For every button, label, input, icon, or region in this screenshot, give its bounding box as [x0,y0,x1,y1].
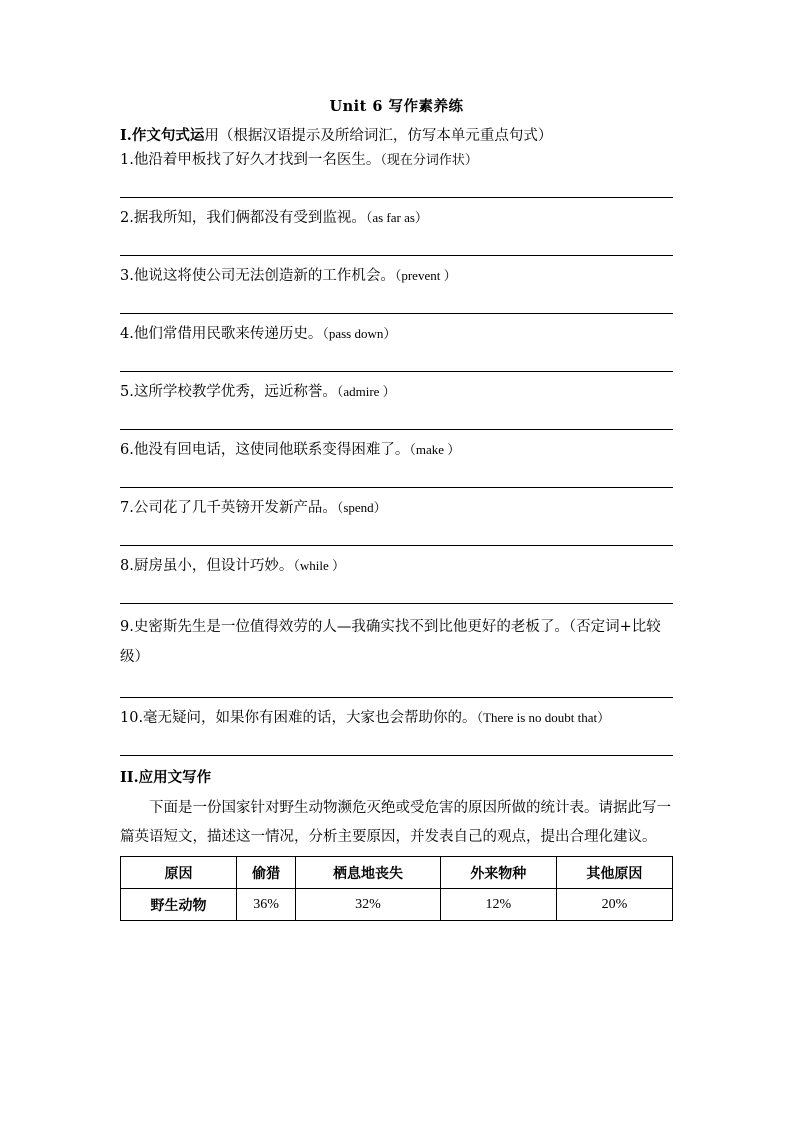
exercise-text: 4.他们常借用民歌来传递历史。 [120,326,323,342]
exercise-item [120,148,673,198]
exercise-text: 3.他说这将使公司无法创造新的工作机会。 [120,268,395,284]
exercise-text: 7.公司花了几千英镑开发新产品。 [120,500,337,516]
exercise-item [120,706,673,756]
exercise-item [120,438,673,488]
answer-line[interactable] [120,172,673,198]
statistics-table [120,856,673,921]
exercise-hint: （There is no doubt that） [476,710,611,725]
table-header-row [121,857,673,889]
exercise-text: 8.厨房虽小，但设计巧妙。 [120,558,294,574]
exercise-item [120,206,673,256]
table-header-cell: 偷猎 [237,857,296,889]
table-header-cell: 其他原因 [556,857,672,889]
table-row-label: 野生动物 [121,889,237,921]
table-cell: 36% [237,889,296,921]
exercise-text: 5.这所学校教学优秀，远近称誉。 [120,384,337,400]
answer-line[interactable] [120,462,673,488]
exercise-item [120,612,673,698]
table-cell: 20% [556,889,672,921]
table-cell: 32% [296,889,441,921]
exercise-hint: （admire ） [336,384,396,399]
exercise-text: 10.毫无疑问，如果你有困难的话，大家也会帮助你的。 [120,710,477,726]
worksheet-page [120,96,673,921]
exercise-item [120,554,673,604]
exercise-text: 1.他沿着甲板找了好久才找到一名医生。 [120,152,381,168]
exercise-text: 9.史密斯先生是一位值得效劳的人—我确实找不到比他更好的老板了。（否定词+比较级） [120,619,661,665]
answer-line[interactable] [120,346,673,372]
exercise-item [120,322,673,372]
essay-instructions: 下面是一份国家针对野生动物濒危灭绝或受危害的原因所做的统计表。请据此写一篇英语短文，描述这一情况，分析主要原因，并发表自己的观点，提出合理化建议。 [120,800,671,845]
exercise-hint: （spend） [336,500,387,515]
table-header-cell: 原因 [121,857,237,889]
section1-heading-rest: 用（根据汉语提示及所给词汇，仿写本单元重点句式） [204,128,553,144]
exercise-item [120,496,673,546]
exercise-hint: （while ） [293,558,345,573]
exercise-hint: （现在分词作状） [380,152,478,167]
page-title: Unit 6 写作素养练 [329,98,464,115]
exercise-hint: （as far as） [365,210,428,225]
section1-heading [120,124,673,148]
answer-line[interactable] [120,230,673,256]
answer-line[interactable] [120,672,673,698]
exercise-hint: （prevent ） [394,268,457,283]
answer-line[interactable] [120,578,673,604]
table-row [121,889,673,921]
section2-heading: II.应用文写作 [120,769,212,786]
exercise-hint: （make ） [409,442,461,457]
exercise-text: 6.他没有回电话，这使同他联系变得困难了。 [120,442,410,458]
exercise-item [120,380,673,430]
table-header-cell: 栖息地丧失 [296,857,441,889]
exercise-hint: （pass down） [322,326,397,341]
exercise-text: 2.据我所知，我们俩都没有受到监视。 [120,210,366,226]
answer-line[interactable] [120,730,673,756]
answer-line[interactable] [120,288,673,314]
answer-line[interactable] [120,520,673,546]
table-cell: 12% [440,889,556,921]
exercise-item [120,264,673,314]
section1-heading-bold: I.作文句式运 [120,127,205,144]
table-header-cell: 外来物种 [440,857,556,889]
answer-line[interactable] [120,404,673,430]
